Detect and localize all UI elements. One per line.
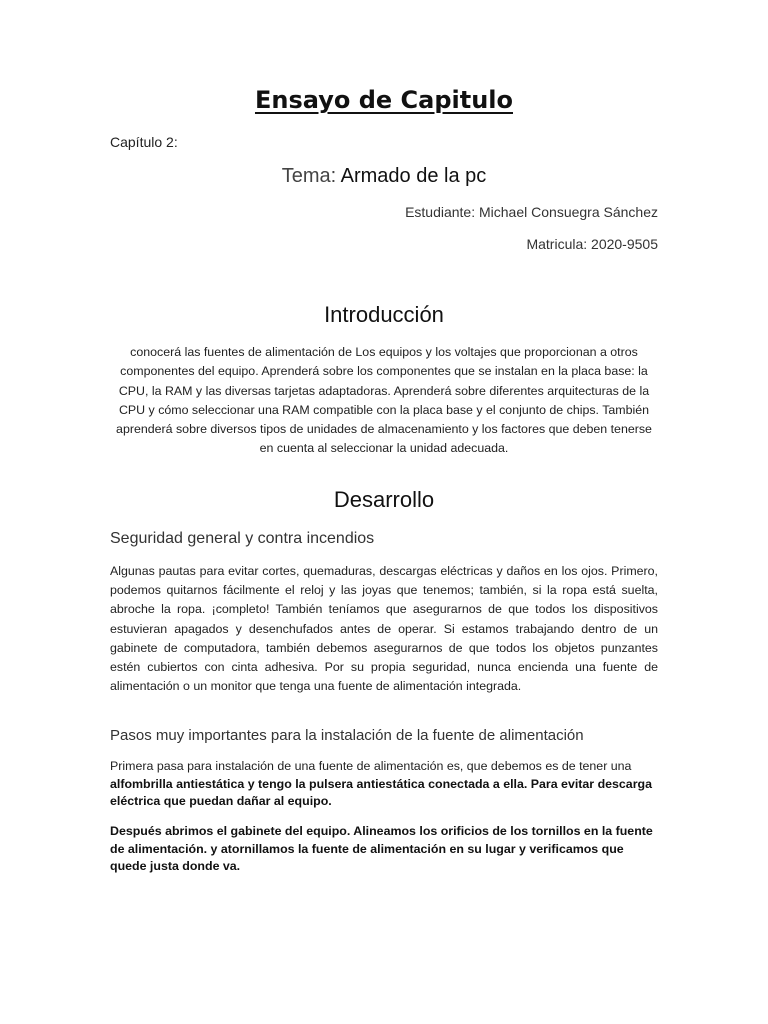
- student-name: Estudiante: Michael Consuegra Sánchez: [405, 204, 658, 220]
- chapter-label: Capítulo 2:: [110, 134, 178, 150]
- safety-heading: Seguridad general y contra incendios: [110, 530, 375, 547]
- intro-paragraph: conocerá las fuentes de alimentación de Los equipos y los voltajes que proporcionan a otros componentes del equipo. Aprenderá sobre los componentes que se instalan en la placa base: la CPU, la RAM y las diversas tarjetas adaptadoras. Aprenderá sobre diferentes arquitecturas de la CPU y cómo seleccionar una RAM compatible con la placa base y el conjunto de chips. También aprenderá sobre diversos tipos de unidades de almacenamiento y los factores que deben tenerse en cuenta al seleccionar la unidad adecuada.: [116, 345, 652, 456]
- install-steps-bold-text: alfombrilla antiestática y tengo la pulsera antiestática conectada a ella. Para evitar descarga eléctrica que puedan dañar al equipo.: [110, 776, 652, 808]
- install-steps-paragraph-2: Después abrimos el gabinete del equipo. Alineamos los orificios de los tornillos en la fuente de alimentación. y atornillamos la fuente de alimentación en su lugar y verificamos que quede justa donde va.: [110, 824, 653, 873]
- development-heading: Desarrollo: [333, 487, 435, 512]
- install-steps-plain-text: Primera pasa para instalación de una fuente de alimentación es, que debemos es de tener una: [110, 759, 632, 773]
- safety-paragraph: Algunas pautas para evitar cortes, quemaduras, descargas eléctricas y daños en los ojos. Primero, podemos quitarnos fácilmente el reloj y las joyas que tenemos; también, si la ropa está suelta, abroche la ropa. ¡completo! También teníamos que asegurarnos de que todos los dispositivos estuvieran apagados y desenchufados antes de operar. Si estamos trabajando dentro de un gabinete de computadora, también debemos asegurarnos de que todos los objetos punzantes estén cubiertos con cinta adhesiva. Por su propia seguridad, nunca encienda una fuente de alimentación o un monitor que tenga una fuente de alimentación integrada.: [110, 564, 658, 694]
- document-title: Ensayo de Capitulo: [254, 86, 513, 114]
- topic-label: Tema:: [281, 165, 341, 187]
- topic-value: Armado de la pc: [340, 165, 487, 187]
- topic-line: [0, 165, 768, 188]
- student-id: Matricula: 2020-9505: [526, 236, 658, 252]
- install-steps-heading: Pasos muy importantes para la instalación de la fuente de alimentación: [110, 727, 584, 744]
- intro-heading: Introducción: [324, 302, 444, 327]
- install-steps-paragraph: [110, 758, 658, 811]
